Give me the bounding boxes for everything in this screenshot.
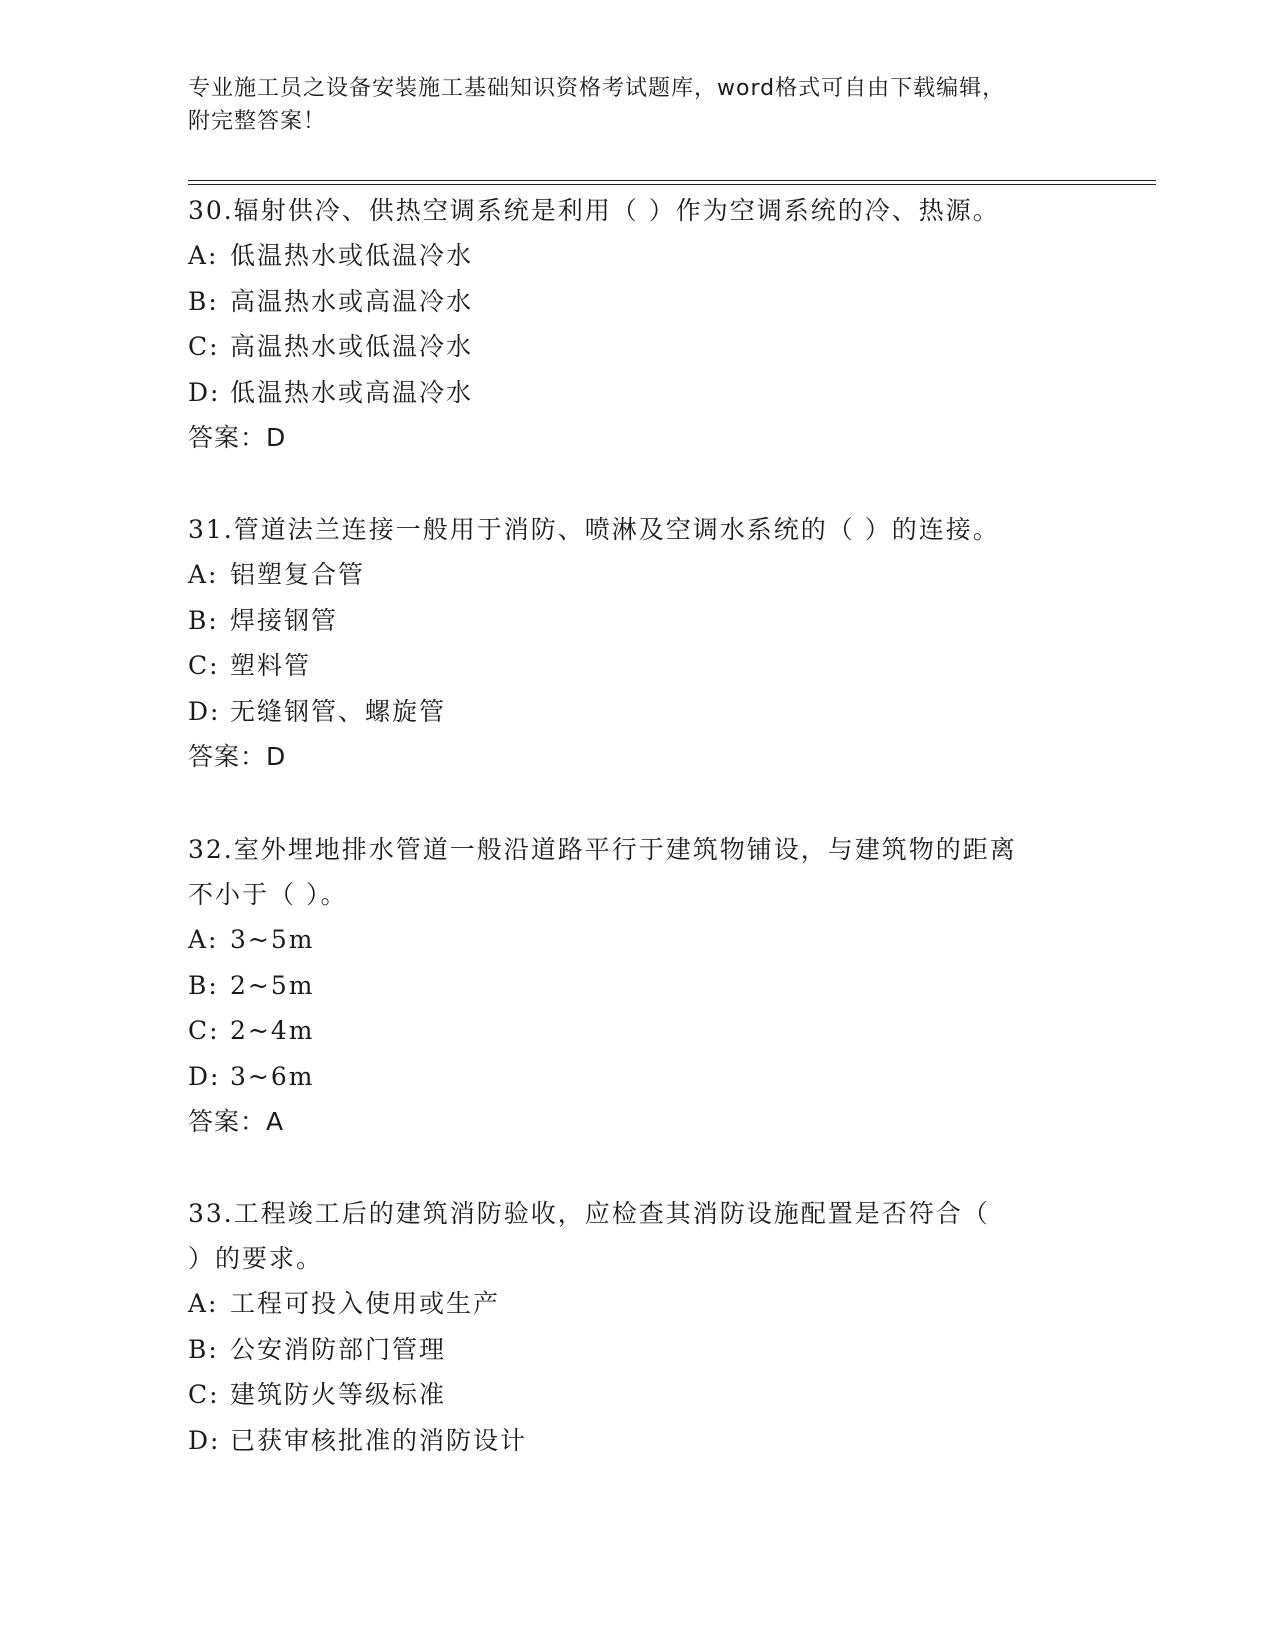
question-stem-line-1: 33.工程竣工后的建筑消防验收，应检查其消防设施配置是否符合（ <box>188 1199 990 1228</box>
option-d: D: 无缝钢管、螺旋管 <box>188 696 447 726</box>
header-line-2: 附完整答案！ <box>188 109 327 134</box>
header-divider-bottom <box>188 184 1156 185</box>
question-30 <box>188 188 1088 461</box>
answer-label: 答案：D <box>188 742 287 771</box>
header-line-1: 专业施工员之设备安装施工基础知识资格考试题库，word格式可自由下载编辑， <box>188 76 1006 101</box>
question-stem-line-2: 不小于（ ）。 <box>188 880 348 909</box>
option-b: B: 高温热水或高温冷水 <box>188 286 474 316</box>
option-d: D: 已获审核批准的消防设计 <box>188 1425 528 1455</box>
option-c: C: 建筑防火等级标准 <box>188 1380 447 1409</box>
option-a: A: 3~5m <box>188 925 315 954</box>
option-b: B: 公安消防部门管理 <box>188 1334 447 1364</box>
option-a: A: 铝塑复合管 <box>188 560 366 589</box>
option-c: C: 2~4m <box>188 1016 315 1045</box>
option-c: C: 高温热水或低温冷水 <box>188 332 474 361</box>
option-c: C: 塑料管 <box>188 651 312 680</box>
option-a: A: 工程可投入使用或生产 <box>188 1289 501 1318</box>
question-32 <box>188 827 1088 1145</box>
question-31 <box>188 507 1088 780</box>
answer-label: 答案：D <box>188 423 287 452</box>
question-stem-line-2: ）的要求。 <box>188 1244 324 1273</box>
question-stem-line-1: 32.室外埋地排水管道一般沿道路平行于建筑物铺设，与建筑物的距离 <box>188 835 1017 864</box>
option-d: D: 3~6m <box>188 1061 315 1091</box>
option-b: B: 焊接钢管 <box>188 605 339 635</box>
option-d: D: 低温热水或高温冷水 <box>188 377 474 407</box>
question-stem: 30.辐射供冷、供热空调系统是利用（ ）作为空调系统的冷、热源。 <box>188 196 1000 225</box>
question-33 <box>188 1191 1088 1463</box>
question-stem: 31.管道法兰连接一般用于消防、喷淋及空调水系统的（ ）的连接。 <box>188 515 1000 544</box>
option-a: A: 低温热水或低温冷水 <box>188 241 474 270</box>
header-divider-top <box>188 180 1156 181</box>
option-b: B: 2~5m <box>188 970 315 1000</box>
document-header <box>188 72 1088 138</box>
answer-label: 答案：A <box>188 1107 285 1136</box>
